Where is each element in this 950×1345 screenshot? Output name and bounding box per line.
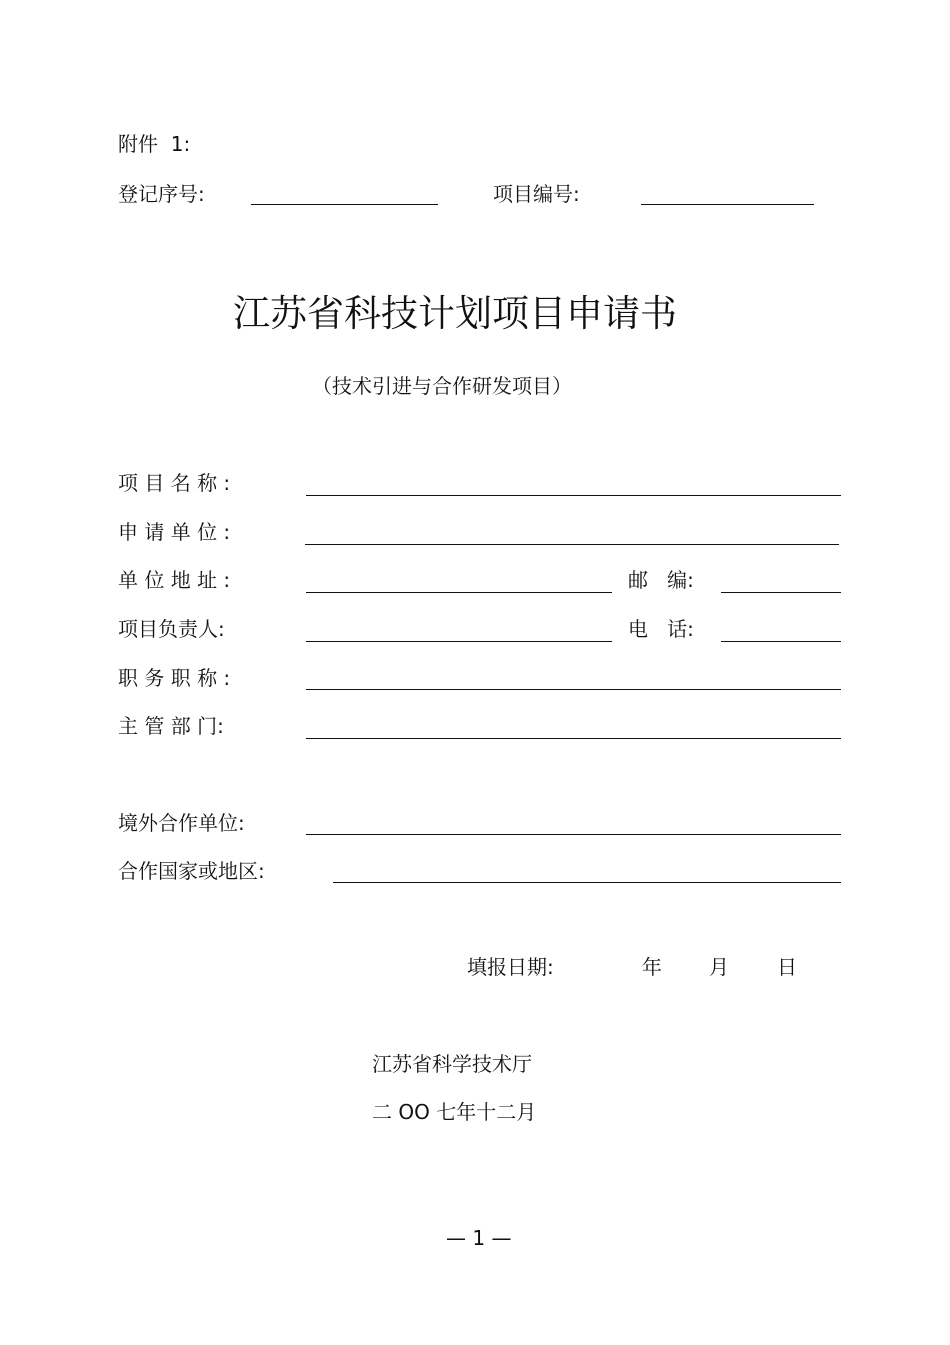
project-leader-label: 项目负责人: bbox=[118, 617, 225, 641]
partner-country-field[interactable] bbox=[333, 882, 841, 883]
position-title-label: 职 务 职 称 : bbox=[118, 666, 231, 690]
month-label: 月 bbox=[709, 955, 729, 979]
foreign-partner-label: 境外合作单位: bbox=[118, 811, 245, 835]
foreign-partner-field[interactable] bbox=[306, 834, 841, 835]
project-name-field[interactable] bbox=[306, 495, 841, 496]
day-label: 日 bbox=[777, 955, 797, 979]
supervising-dept-label: 主 管 部 门: bbox=[118, 714, 224, 738]
supervising-dept-field[interactable] bbox=[306, 738, 841, 739]
issue-date: 二 OO 七年十二月 bbox=[372, 1100, 537, 1124]
project-leader-field[interactable] bbox=[306, 641, 612, 642]
applicant-unit-label: 申 请 单 位 : bbox=[118, 520, 231, 544]
document-title: 江苏省科技计划项目申请书 bbox=[233, 292, 677, 335]
unit-address-field[interactable] bbox=[306, 592, 612, 593]
applicant-unit-field[interactable] bbox=[305, 544, 839, 545]
postcode-label: 邮 编: bbox=[628, 568, 694, 592]
fill-date-label: 填报日期: bbox=[467, 955, 554, 979]
registration-number-label: 登记序号: bbox=[118, 182, 205, 206]
page-number: — 1 — bbox=[446, 1226, 512, 1250]
position-title-field[interactable] bbox=[306, 689, 841, 690]
postcode-field[interactable] bbox=[721, 592, 841, 593]
project-number-field[interactable] bbox=[641, 204, 814, 205]
project-number-label: 项目编号: bbox=[493, 182, 580, 206]
registration-number-field[interactable] bbox=[251, 204, 438, 205]
phone-label: 电 话: bbox=[628, 617, 694, 641]
issuer-org: 江苏省科学技术厅 bbox=[372, 1052, 532, 1076]
partner-country-label: 合作国家或地区: bbox=[118, 859, 265, 883]
attachment-label: 附件 1: bbox=[118, 132, 191, 156]
year-label: 年 bbox=[642, 955, 662, 979]
project-name-label: 项 目 名 称 : bbox=[118, 471, 231, 495]
document-subtitle: （技术引进与合作研发项目） bbox=[312, 374, 572, 398]
unit-address-label: 单 位 地 址 : bbox=[118, 568, 231, 592]
phone-field[interactable] bbox=[721, 641, 841, 642]
